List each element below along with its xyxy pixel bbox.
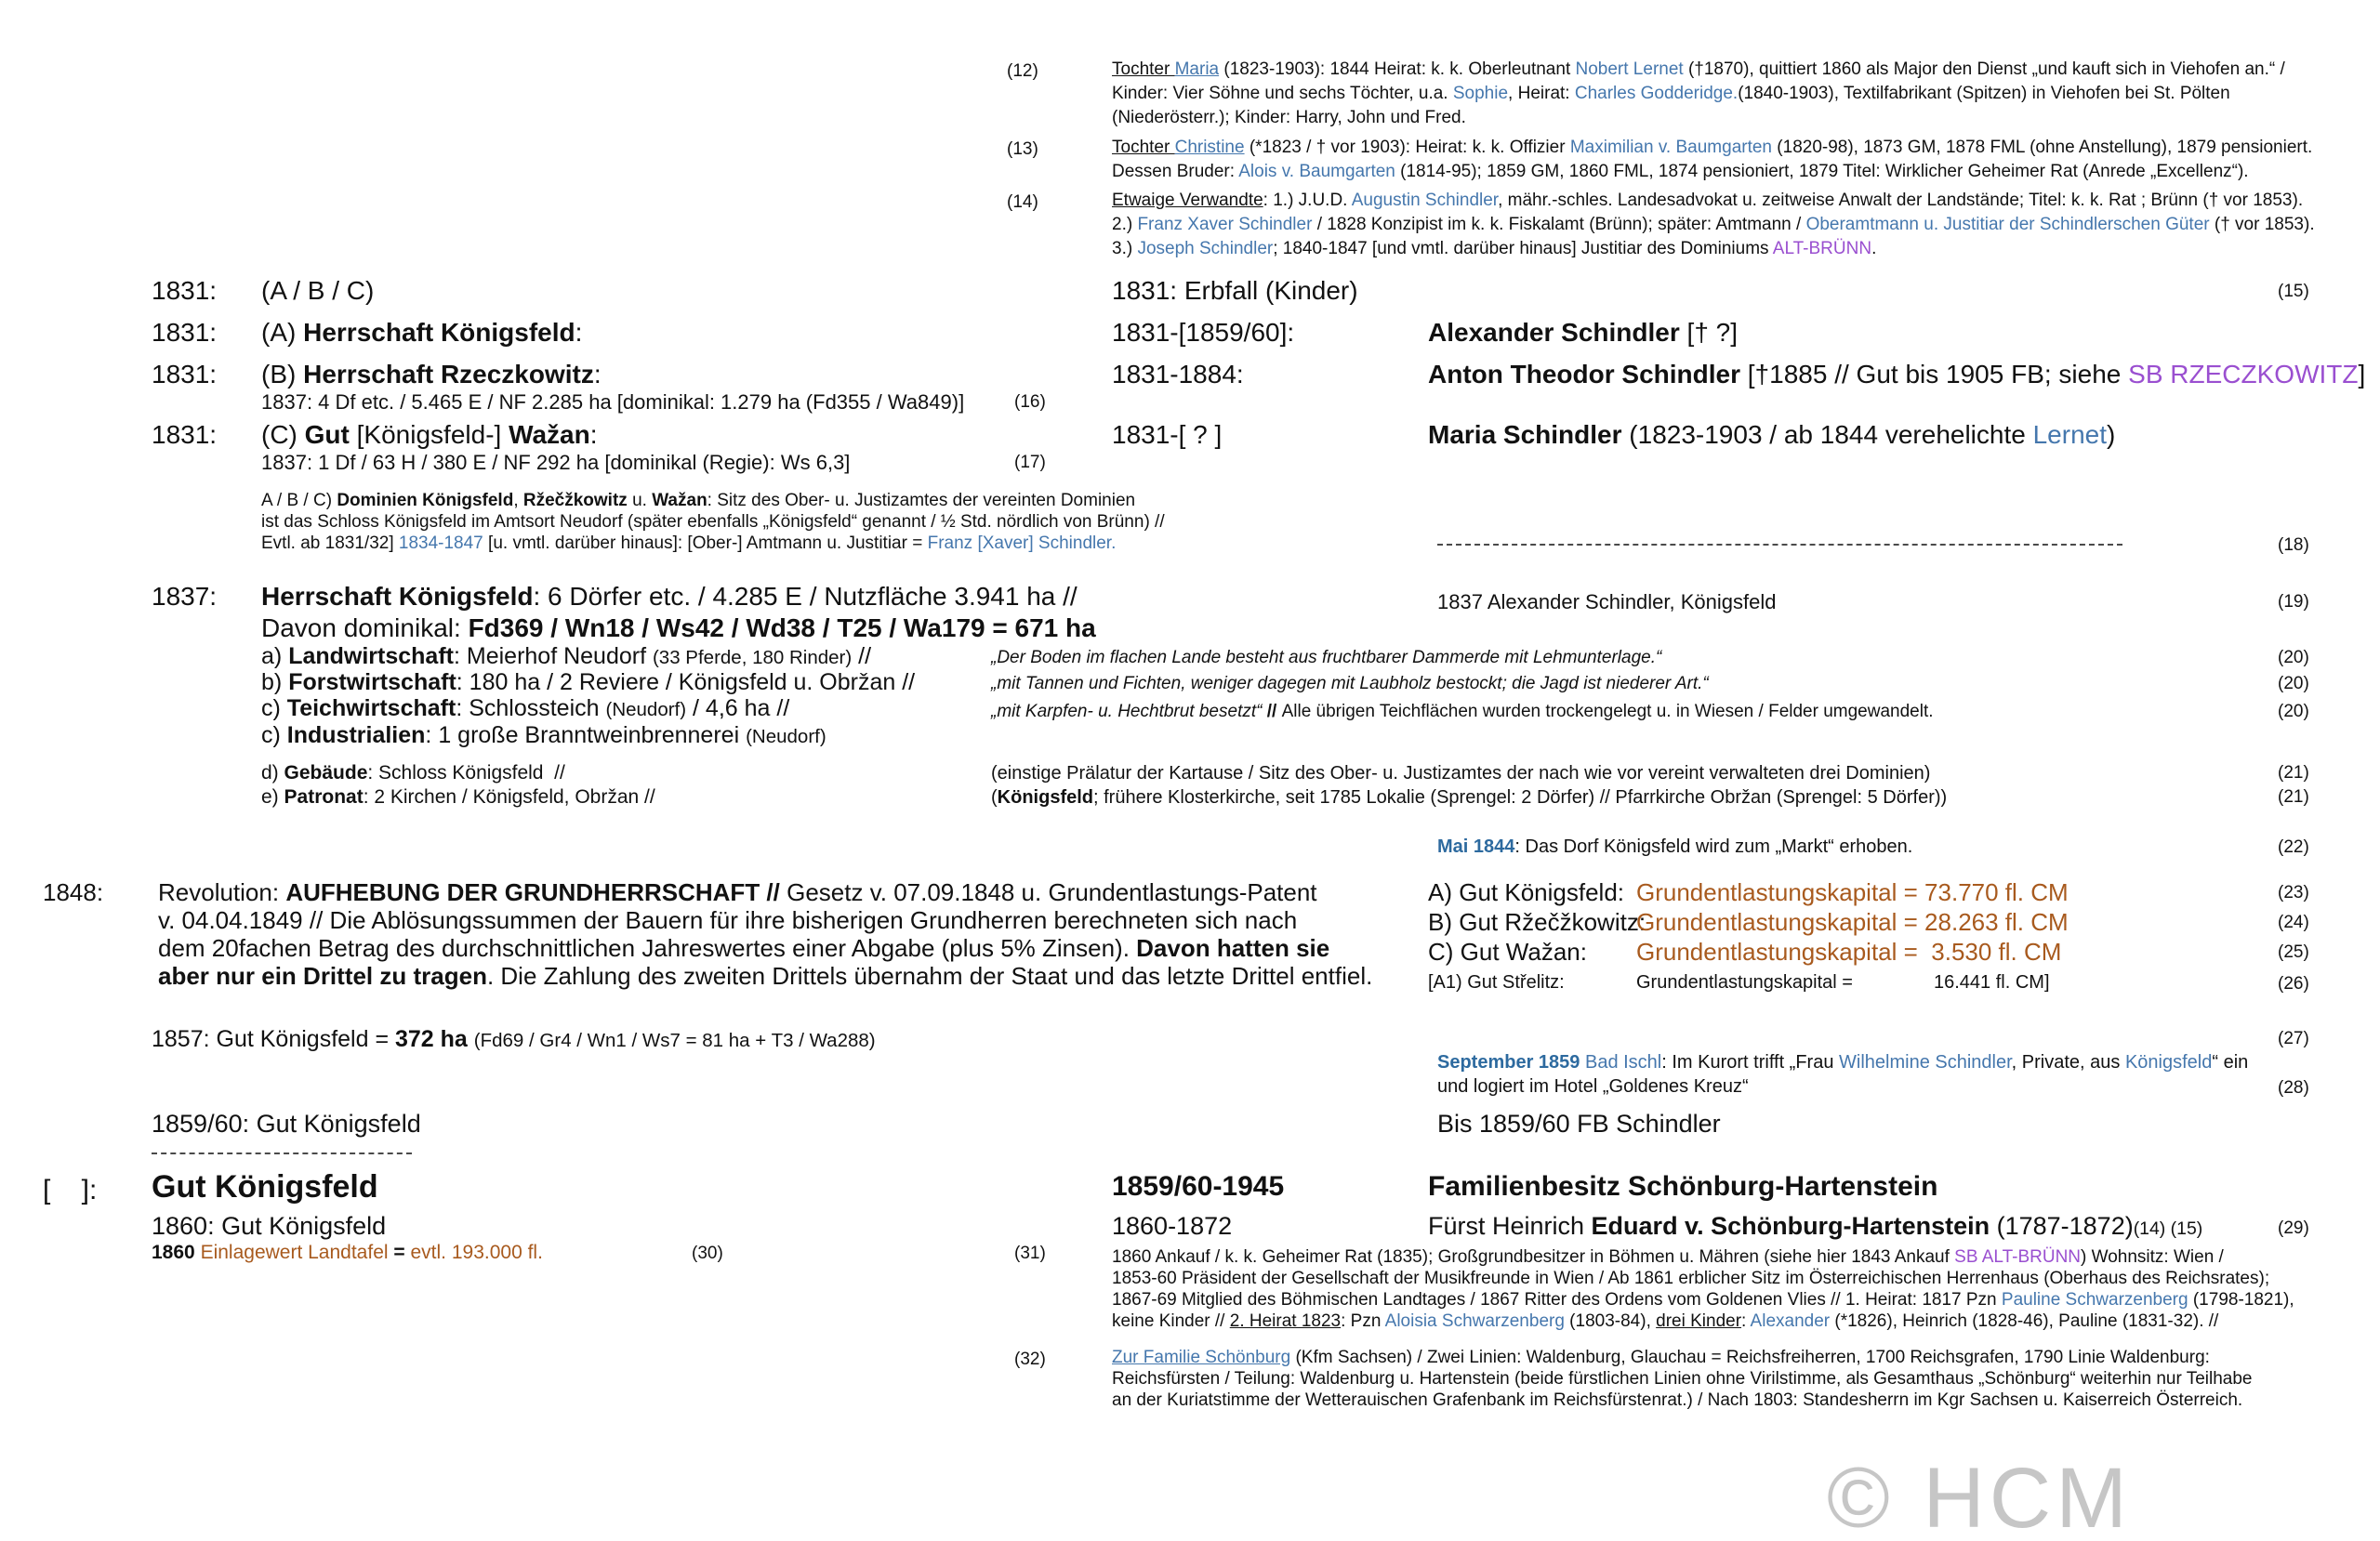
row-1848-year: 1848:	[43, 878, 104, 906]
header-gut: Gut Königsfeld	[152, 1169, 378, 1205]
row-1848-line4: aber nur ein Drittel zu tragen. Die Zahlung des zweiten Drittels übernahm der Staat und das letzte Drittel entfiel.	[158, 962, 1373, 990]
num-20a: (20)	[2278, 648, 2309, 667]
row-1857: 1857: Gut Königsfeld = 372 ha (Fd69 / Gr4 / Wn1 / Ws7 = 81 ha + T3 / Wa288)	[152, 1026, 876, 1052]
row-1837-year: 1837:	[152, 582, 218, 611]
gk-b-label: B) Gut Ržečžkowitz:	[1428, 908, 1646, 936]
num-22: (22)	[2278, 837, 2309, 857]
gk-b-value: Grundentlastungskapital = 28.263 fl. CM	[1636, 908, 2069, 936]
row-185960-right: Bis 1859/60 FB Schindler	[1437, 1110, 1721, 1138]
num-29: (29)	[2278, 1218, 2309, 1238]
num-21b: (21)	[2278, 787, 2309, 807]
abc-para-line3: Evtl. ab 1831/32] 1834-1847 [u. vmtl. darüber hinaus]: [Ober-] Amtmann u. Justitiar = Franz [Xaver] Schindler.	[261, 533, 1117, 553]
note14-line3: 3.) Joseph Schindler; 1840-1847 [und vmtl. darüber hinaus] Justitiar des Dominiums ALT-BRÜNN.	[1112, 239, 1877, 258]
row-1831-c-year: 1831:	[152, 420, 218, 449]
row-1831-c-name: Maria Schindler (1823-1903 / ab 1844 verehelichte Lernet)	[1428, 420, 2116, 449]
bio-line4: keine Kinder // 2. Heirat 1823: Pzn Aloisia Schwarzenberg (1803-84), drei Kinder: Alexander (*1826), Heinrich (1828-46), Pauline (1831-32). //	[1112, 1311, 2219, 1331]
gk-a1-label: [A1) Gut Střelitz:	[1428, 972, 1565, 993]
note12-line3: (Niederösterr.); Kinder: Harry, John und Fred.	[1112, 108, 1466, 127]
quote-c: „mit Karpfen- u. Hechtbrut besetzt“ // Alle übrigen Teichflächen wurden trockengelegt u. in Wiesen / Felder umgewandelt.	[991, 702, 1934, 721]
num-20b: (20)	[2278, 674, 2309, 693]
bio-line3: 1867-69 Mitglied des Böhmischen Landtages / 1867 Ritter des Ordens vom Goldenen Vlies // 1. Heirat: 1817 Pzn Pauline Schwarzenberg (1798-1821),	[1112, 1290, 2294, 1310]
num-30: (30)	[692, 1244, 723, 1263]
item-e: e) Patronat: 2 Kirchen / Königsfeld, Obržan //	[261, 786, 655, 808]
note13-num: (13)	[1007, 139, 1038, 159]
quote-b: „mit Tannen und Fichten, weniger dagegen mit Laubholz bestockt; die Jagd ist niederer Art.“	[991, 674, 1709, 693]
gk-a1-amount: 16.441 fl. CM]	[1934, 972, 2050, 993]
row-1831-erbfall: 1831: Erbfall (Kinder)	[1112, 276, 1358, 305]
note13-line1: Tochter Christine (*1823 / † vor 1903): Heirat: k. k. Offizier Maximilian v. Baumgarten (1820-98), 1873 GM, 1878 FML (ohne Anstellung), 1879 pensioniert.	[1112, 138, 2313, 157]
row-einlagewert: 1860 Einlagewert Landtafel = evtl. 193.000 fl.	[152, 1242, 543, 1263]
note12-num: (12)	[1007, 61, 1038, 81]
num-26: (26)	[2278, 974, 2309, 994]
row-1831-a-name: Alexander Schindler [† ?]	[1428, 318, 1739, 347]
row-1837-text2: Davon dominikal: Fd369 / Wn18 / Ws42 / Wd38 / T25 / Wa179 = 671 ha	[261, 613, 1096, 642]
note14-line1: Etwaige Verwandte: 1.) J.U.D. Augustin Schindler, mähr.-schles. Landesadvokat u. zeitweise Anwalt der Landstände; Titel: k. k. Rat ; Brünn († vor 1853).	[1112, 191, 2304, 210]
divider-right	[1437, 544, 2122, 546]
row-1831-b-text: (B) Herrschaft Rzeczkowitz:	[261, 360, 602, 389]
gk-a-label: A) Gut Königsfeld:	[1428, 878, 1624, 906]
gk-a-value: Grundentlastungskapital = 73.770 fl. CM	[1636, 878, 2069, 906]
note12-line2: Kinder: Vier Söhne und sechs Töchter, u.a. Sophie, Heirat: Charles Godderidge.(1840-1903), Textilfabrikant (Spitzen) in Viehofen bei St. Pölten	[1112, 84, 2230, 103]
num-19: (19)	[2278, 592, 2309, 612]
note32-line2: Reichsfürsten / Teilung: Waldenburg u. Hartenstein (beide fürstlichen Linien ohne Virilstimme, als Gesamthaus „Schönburg“ weiterhin nur Teilhabe	[1112, 1369, 2253, 1389]
note13-line2: Dessen Bruder: Alois v. Baumgarten (1814-95); 1859 GM, 1860 FML, 1874 pensioniert, 1879 Titel: Wirklicher Geheimer Rat (Anrede „Excellenz“).	[1112, 162, 2249, 181]
gk-c-label: C) Gut Wažan:	[1428, 938, 1587, 966]
note-sep1859-line2: und logiert im Hotel „Goldenes Kreuz“	[1437, 1076, 1749, 1097]
row-1831-a-year: 1831:	[152, 318, 218, 347]
note14-line2: 2.) Franz Xaver Schindler / 1828 Konzipist im k. k. Fiskalamt (Brünn); später: Amtmann / Oberamtmann u. Justitiar der Schindlerschen Güter († vor 1853).	[1112, 215, 2315, 234]
row-1831-abc-text: (A / B / C)	[261, 276, 375, 305]
num-31: (31)	[1014, 1244, 1046, 1263]
item-a: a) Landwirtschaft: Meierhof Neudorf (33 Pferde, 180 Rinder) //	[261, 643, 872, 669]
row-1831-c-sub: 1837: 1 Df / 63 H / 380 E / NF 292 ha [dominikal (Regie): Ws 6,3]	[261, 451, 851, 474]
row-1831-b-year: 1831:	[152, 360, 218, 389]
bio-line2: 1853-60 Präsident der Gesellschaft der Musikfreunde in Wien / Ab 1861 erblicher Sitz im Österreichischen Herrenhaus (Oberhaus des Reichsrates);	[1112, 1269, 2270, 1288]
row-1831-c-date: 1831-[ ? ]	[1112, 420, 1223, 449]
watermark: © HCM	[1827, 1451, 2132, 1541]
item-c: c) Teichwirtschaft: Schlossteich (Neudorf) / 4,6 ha //	[261, 695, 790, 721]
note-sep1859-line1: September 1859 Bad Ischl: Im Kurort trifft „Frau Wilhelmine Schindler, Private, aus Königsfeld“ ein	[1437, 1052, 2249, 1073]
header-bracket: [ ]:	[43, 1175, 98, 1205]
row-1831-abc-year: 1831:	[152, 276, 218, 305]
gk-a1-value: Grundentlastungskapital =	[1636, 972, 1853, 993]
item-d: d) Gebäude: Schloss Königsfeld //	[261, 762, 565, 784]
quote-a: „Der Boden im flachen Lande besteht aus fruchtbarer Dammerde mit Lehmunterlage.“	[991, 648, 1662, 667]
num-20c: (20)	[2278, 702, 2309, 721]
num-21a: (21)	[2278, 763, 2309, 783]
header-period: 1859/60-1945	[1112, 1171, 1285, 1202]
paren-e: (Königsfeld; frühere Klosterkirche, seit 1785 Lokalie (Sprengel: 2 Dörfer) // Pfarrkirche Obržan (Sprengel: 5 Dörfer))	[991, 787, 1948, 808]
row-1831-c-text: (C) Gut [Königsfeld-] Wažan:	[261, 420, 598, 449]
row-1837-right: 1837 Alexander Schindler, Königsfeld	[1437, 590, 1777, 613]
note32-line1: Zur Familie Schönburg (Kfm Sachsen) / Zwei Linien: Waldenburg, Glauchau = Reichsfreiherren, 1700 Reichsgrafen, 1790 Linie Waldenburg:	[1112, 1348, 2210, 1367]
row-1837-text: Herrschaft Königsfeld: 6 Dörfer etc. / 4.285 E / Nutzfläche 3.941 ha //	[261, 582, 1078, 611]
num-28: (28)	[2278, 1078, 2309, 1098]
row-1860-left: 1860: Gut Königsfeld	[152, 1212, 387, 1240]
row-1831-a-text: (A) Herrschaft Königsfeld:	[261, 318, 583, 347]
num-25: (25)	[2278, 942, 2309, 962]
num-17: (17)	[1014, 453, 1046, 472]
paren-d: (einstige Prälatur der Kartause / Sitz des Ober- u. Justizamtes der nach wie vor vereint verwalteten drei Dominien)	[991, 763, 1931, 784]
num-16: (16)	[1014, 392, 1046, 412]
divider-left	[152, 1152, 412, 1154]
row-1860-name: Fürst Heinrich Eduard v. Schönburg-Hartenstein (1787-1872)(14) (15)	[1428, 1212, 2203, 1240]
note12-line1: Tochter Maria (1823-1903): 1844 Heirat: k. k. Oberleutnant Nobert Lernet (†1870), quittiert 1860 als Major den Dienst „und kauft sich in Viehofen an.“ /	[1112, 59, 2285, 79]
row-1848-line1: Revolution: AUFHEBUNG DER GRUNDHERRSCHAFT // Gesetz v. 07.09.1848 u. Grundentlastungs-Patent	[158, 878, 1317, 906]
num-18: (18)	[2278, 535, 2309, 555]
num-15: (15)	[2278, 282, 2309, 301]
row-1831-b-sub: 1837: 4 Df etc. / 5.465 E / NF 2.285 ha [dominikal: 1.279 ha (Fd355 / Wa849)]	[261, 390, 965, 414]
num-23: (23)	[2278, 883, 2309, 902]
note32-line3: an der Kuriatstimme der Wetterauischen Grafenbank im Reichsfürstenrat.) / Nach 1803: Standesherrn im Kgr Sachsen u. Kaiserreich Österreich.	[1112, 1390, 2243, 1410]
num-32: (32)	[1014, 1350, 1046, 1369]
note-mai1844: Mai 1844: Das Dorf Königsfeld wird zum „Markt“ erhoben.	[1437, 836, 1913, 857]
header-family: Familienbesitz Schönburg-Hartenstein	[1428, 1171, 1938, 1202]
num-24: (24)	[2278, 913, 2309, 932]
row-1848-line3: dem 20fachen Betrag des durchschnittlichen Jahreswertes einer Abgabe (plus 5% Zinsen). Davon hatten sie	[158, 934, 1330, 962]
item-c2: c) Industrialien: 1 große Branntweinbrennerei (Neudorf)	[261, 722, 826, 748]
note14-num: (14)	[1007, 192, 1038, 212]
item-b: b) Forstwirtschaft: 180 ha / 2 Reviere / Königsfeld u. Obržan //	[261, 669, 916, 695]
row-185960-left: 1859/60: Gut Königsfeld	[152, 1110, 421, 1138]
row-1848-line2: v. 04.04.1849 // Die Ablösungssummen der Bauern für ihre bisherigen Grundherren berechneten sich nach	[158, 906, 1298, 934]
row-1831-b-name: Anton Theodor Schindler [†1885 // Gut bis 1905 FB; siehe SB RZECZKOWITZ]	[1428, 360, 2366, 389]
bio-line1: 1860 Ankauf / k. k. Geheimer Rat (1835); Großgrundbesitzer in Böhmen u. Mähren (siehe hier 1843 Ankauf SB ALT-BRÜNN) Wohnsitz: Wien /	[1112, 1247, 2224, 1267]
row-1860-date: 1860-1872	[1112, 1212, 1233, 1240]
num-27: (27)	[2278, 1029, 2309, 1048]
row-1831-a-date: 1831-[1859/60]:	[1112, 318, 1295, 347]
gk-c-value: Grundentlastungskapital = 3.530 fl. CM	[1636, 938, 2062, 966]
abc-para-line2: ist das Schloss Königsfeld im Amtsort Neudorf (später ebenfalls „Königsfeld“ genannt / ½ Std. nördlich von Brünn) //	[261, 512, 1165, 532]
row-1831-b-date: 1831-1884:	[1112, 360, 1244, 389]
abc-para-line1: A / B / C) Dominien Königsfeld, Ržečžkowitz u. Wažan: Sitz des Ober- u. Justizamtes der vereinten Dominien	[261, 491, 1136, 510]
